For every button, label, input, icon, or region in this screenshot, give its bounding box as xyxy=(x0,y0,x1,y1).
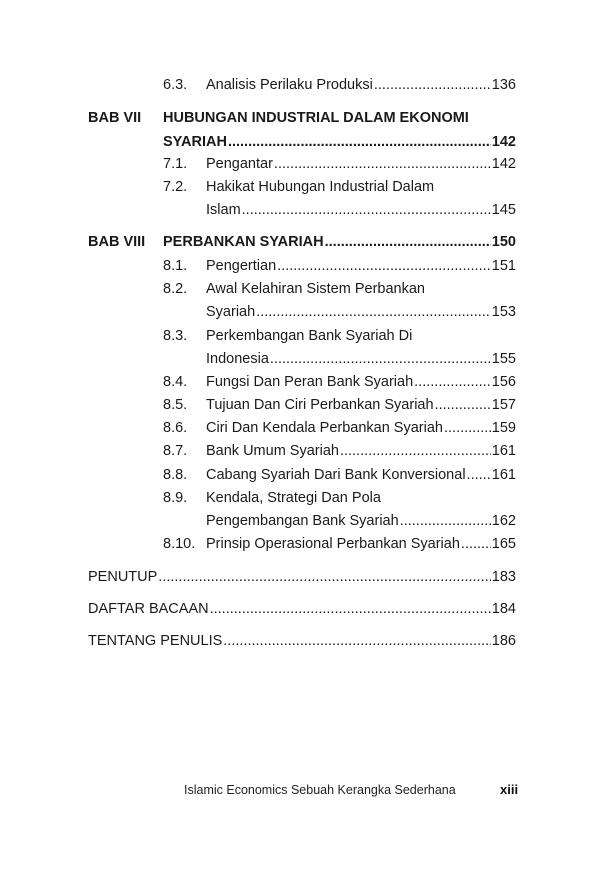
toc-entry[interactable] xyxy=(206,74,516,96)
leader-dots xyxy=(256,301,491,323)
page-number: 145 xyxy=(491,202,516,218)
section-number: 7.1. xyxy=(163,156,188,172)
leader-dots xyxy=(274,153,491,175)
toc-entry[interactable] xyxy=(206,533,516,555)
entry-title: Pengembangan Bank Syariah xyxy=(206,513,399,529)
toc-entry[interactable] xyxy=(206,371,516,393)
leader-dots xyxy=(325,231,491,253)
section-number: 8.7. xyxy=(163,443,188,459)
section-number: 8.1. xyxy=(163,258,188,274)
page-number: 142 xyxy=(491,134,516,150)
leader-dots xyxy=(270,348,491,370)
entry-title-line1: Awal Kelahiran Sistem Perbankan xyxy=(206,281,425,297)
entry-title: Ciri Dan Kendala Perbankan Syariah xyxy=(206,420,443,436)
page-number: 153 xyxy=(491,304,516,320)
entry-title: PERBANKAN SYARIAH xyxy=(163,234,324,250)
toc-entry[interactable] xyxy=(206,255,516,277)
leader-dots xyxy=(461,533,491,555)
entry-title: Analisis Perilaku Produksi xyxy=(206,77,373,93)
page-number: 186 xyxy=(491,633,516,649)
page-number: 151 xyxy=(491,258,516,274)
chapter-label: BAB VII xyxy=(88,110,142,126)
toc-entry[interactable] xyxy=(88,630,516,652)
leader-dots xyxy=(228,131,491,153)
page-number: 159 xyxy=(491,420,516,436)
section-number: 8.6. xyxy=(163,420,188,436)
entry-title: Cabang Syariah Dari Bank Konversional xyxy=(206,467,466,483)
section-number: 8.2. xyxy=(163,281,188,297)
page-number: 156 xyxy=(491,374,516,390)
page-number: 150 xyxy=(491,234,516,250)
chapter-label: BAB VIII xyxy=(88,234,146,250)
section-number: 6.3. xyxy=(163,77,188,93)
leader-dots xyxy=(414,371,491,393)
leader-dots xyxy=(374,74,491,96)
toc-entry[interactable] xyxy=(206,348,516,370)
section-number: 8.10. xyxy=(163,536,196,552)
page-number: 161 xyxy=(491,467,516,483)
entry-title: PENUTUP xyxy=(88,569,158,585)
page-number: 184 xyxy=(491,601,516,617)
section-number: 8.9. xyxy=(163,490,188,506)
entry-title: Fungsi Dan Peran Bank Syariah xyxy=(206,374,414,390)
page-number: 155 xyxy=(491,351,516,367)
section-number: 8.5. xyxy=(163,397,188,413)
toc-entry[interactable] xyxy=(163,231,516,253)
page-number: 161 xyxy=(491,443,516,459)
leader-dots xyxy=(444,417,491,439)
leader-dots xyxy=(242,199,491,221)
leader-dots xyxy=(223,630,491,652)
entry-title-line1: Hakikat Hubungan Industrial Dalam xyxy=(206,179,435,195)
page-number: 157 xyxy=(491,397,516,413)
leader-dots xyxy=(435,394,491,416)
toc-entry[interactable] xyxy=(206,417,516,439)
page-number: 136 xyxy=(491,77,516,93)
toc-entry[interactable] xyxy=(206,394,516,416)
entry-title: SYARIAH xyxy=(163,134,227,150)
footer-book-title: Islamic Economics Sebuah Kerangka Sederhana xyxy=(184,783,456,797)
leader-dots xyxy=(340,440,491,462)
entry-title: Bank Umum Syariah xyxy=(206,443,339,459)
entry-title: Syariah xyxy=(206,304,256,320)
leader-dots xyxy=(400,510,491,532)
entry-title-line1: Perkembangan Bank Syariah Di xyxy=(206,328,413,344)
toc-entry[interactable] xyxy=(88,566,516,588)
section-number: 8.3. xyxy=(163,328,188,344)
entry-title: Pengantar xyxy=(206,156,273,172)
toc-entry[interactable] xyxy=(88,598,516,620)
toc-entry[interactable] xyxy=(206,510,516,532)
toc-entry[interactable] xyxy=(163,131,516,153)
entry-title: Prinsip Operasional Perbankan Syariah xyxy=(206,536,460,552)
toc-entry[interactable] xyxy=(206,199,516,221)
page-number: 165 xyxy=(491,536,516,552)
entry-title: Pengertian xyxy=(206,258,277,274)
section-number: 8.4. xyxy=(163,374,188,390)
section-number: 8.8. xyxy=(163,467,188,483)
entry-title: Islam xyxy=(206,202,241,218)
page-number: 142 xyxy=(491,156,516,172)
leader-dots xyxy=(467,464,491,486)
chapter-title-line1: HUBUNGAN INDUSTRIAL DALAM EKONOMI xyxy=(163,110,469,126)
entry-title: Tujuan Dan Ciri Perbankan Syariah xyxy=(206,397,434,413)
leader-dots xyxy=(158,566,491,588)
entry-title: TENTANG PENULIS xyxy=(88,633,223,649)
page-number: 183 xyxy=(491,569,516,585)
footer-page-number: xiii xyxy=(500,782,519,797)
entry-title: Indonesia xyxy=(206,351,269,367)
leader-dots xyxy=(277,255,491,277)
page-number: 162 xyxy=(491,513,516,529)
toc-entry[interactable] xyxy=(206,153,516,175)
leader-dots xyxy=(210,598,491,620)
entry-title-line1: Kendala, Strategi Dan Pola xyxy=(206,490,381,506)
toc-entry[interactable] xyxy=(206,464,516,486)
entry-title: DAFTAR BACAAN xyxy=(88,601,209,617)
toc-entry[interactable] xyxy=(206,301,516,323)
section-number: 7.2. xyxy=(163,179,188,195)
toc-entry[interactable] xyxy=(206,440,516,462)
